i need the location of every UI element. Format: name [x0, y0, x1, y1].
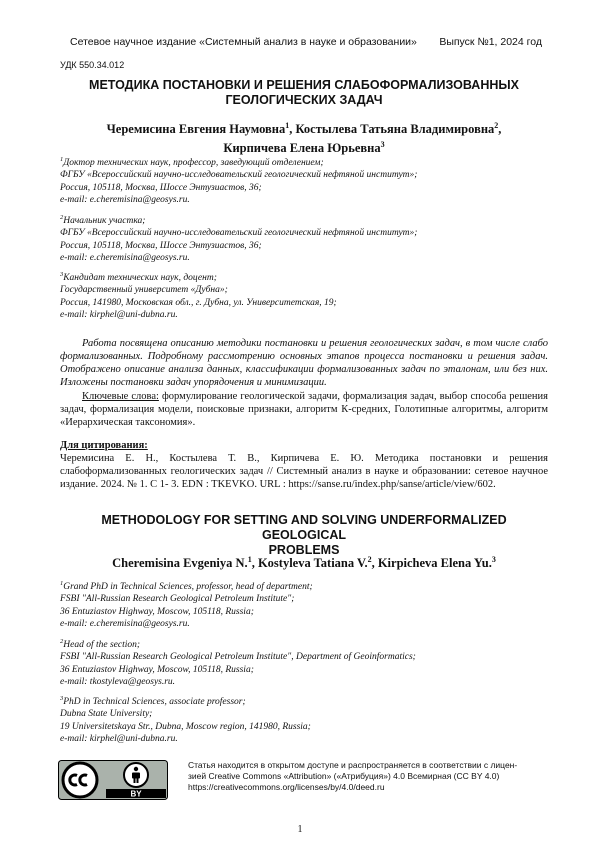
affiliation-line: e-mail: kirphel@uni-dubna.ru. [60, 309, 548, 321]
affiliation-sup: 2 [60, 638, 63, 645]
cc-logo-icon [63, 763, 97, 797]
ru-authors: Черемисина Евгения Наумовна1, Костылева Татьяна Владимировна2, Кирпичева Елена Юрьевна3 [60, 118, 548, 156]
en-authors: Cheremisina Evgeniya N.1, Kostyleva Tatiana V.2, Kirpicheva Elena Yu.3 [60, 552, 548, 571]
author-name: Kostyleva Tatiana V. [258, 556, 368, 570]
affiliation-line: e-mail: e.cheremisina@geosys.ru. [60, 194, 548, 206]
affiliation-sup: 2 [60, 214, 63, 221]
affiliation-line: Dubna State University; [60, 708, 548, 720]
author-name: Костылева Татьяна Владимировна [295, 122, 494, 136]
journal-header: Сетевое научное издание «Системный анализ в науке и образовании» [70, 36, 417, 48]
ru-affiliation-2 [60, 212, 548, 264]
cc-by-license-badge[interactable] [58, 760, 168, 800]
affiliation-sup: 3 [60, 271, 63, 278]
affiliation-line: PhD in Technical Sciences, associate professor; [63, 697, 245, 707]
keywords [60, 390, 548, 429]
license-text [188, 760, 548, 793]
author-sup: 3 [492, 555, 496, 564]
issue-header: Выпуск №1, 2024 год [439, 36, 542, 48]
affiliation-line: Начальник участка; [63, 216, 145, 226]
citation-text: Черемисина Е. Н., Костылева Т. В., Кирпичева Е. Ю. Методика постановки и решения слабоформализованных геологических задач // Системный анализ в науке и образовании: сетевое научное издание. 2024. № 1. С 1- 3. EDN : TKEVKO. URL : https://sanse.ru/index.php/sanse/article/view/602. [60, 452, 548, 491]
affiliation-line: Head of the section; [63, 640, 140, 650]
affiliation-line: Grand PhD in Technical Sciences, professor, head of department; [63, 582, 312, 592]
affiliation-line: 36 Entuziastov Highway, Moscow, 105118, Russia; [60, 606, 548, 618]
ru-title-line: МЕТОДИКА ПОСТАНОВКИ И РЕШЕНИЯ СЛАБОФОРМАЛИЗОВАННЫХ [60, 78, 548, 93]
affiliation-line: Государственный университет «Дубна»; [60, 284, 548, 296]
affiliation-line: e-mail: e.cheremisina@geosys.ru. [60, 618, 548, 630]
affiliation-line: 19 Universitetskaya Str., Dubna, Moscow region, 141980, Russia; [60, 721, 548, 733]
affiliation-line: Кандидат технических наук, доцент; [63, 273, 217, 283]
author-name: Кирпичева Елена Юрьевна [223, 141, 380, 155]
badge-by-label: BY [130, 790, 142, 799]
license-link[interactable]: https://creativecommons.org/licenses/by/4.0/deed.ru [188, 782, 548, 793]
en-title-line: PROBLEMS [60, 543, 548, 558]
affiliation-line: e-mail: kirphel@uni-dubna.ru. [60, 733, 548, 745]
en-affiliation-2 [60, 636, 548, 688]
en-affiliation-3 [60, 693, 548, 745]
page-number: 1 [0, 824, 600, 835]
author-name: Kirpicheva Elena Yu. [378, 556, 492, 570]
affiliation-line: 36 Entuziastov Highway, Moscow, 105118, Russia; [60, 664, 548, 676]
affiliation-line: Доктор технических наук, профессор, заведующий отделением; [63, 158, 323, 168]
en-affiliation-1 [60, 578, 548, 630]
affiliation-line: FSBI "All-Russian Research Geological Petroleum Institute"; [60, 593, 548, 605]
affiliation-sup: 3 [60, 695, 63, 702]
affiliation-line: Россия, 141980, Московская обл., г. Дубна, ул. Университетская, 19; [60, 297, 548, 309]
author-sup: 2 [494, 121, 498, 130]
affiliation-sup: 1 [60, 580, 63, 587]
affiliation-line: FSBI "All-Russian Research Geological Petroleum Institute", Department of Geoinformatics; [60, 651, 548, 663]
author-name: Черемисина Евгения Наумовна [107, 122, 286, 136]
author-sup: 1 [248, 555, 252, 564]
author-sup: 2 [368, 555, 372, 564]
license-line: Статья находится в открытом доступе и распространяется в соответствии с лицен- [188, 760, 548, 771]
affiliation-line: e-mail: e.cheremisina@geosys.ru. [60, 252, 548, 264]
ru-affiliation-1 [60, 154, 548, 206]
ru-affiliation-3 [60, 269, 548, 321]
affiliation-line: Россия, 105118, Москва, Шоссе Энтузиастов, 36; [60, 182, 548, 194]
license-line: зией Creative Commons «Attribution» («Атрибуция») 4.0 Всемирная (CC BY 4.0) [188, 771, 548, 782]
ru-title-line: ГЕОЛОГИЧЕСКИХ ЗАДАЧ [60, 93, 548, 108]
keywords-label: Ключевые слова: [82, 391, 159, 402]
author-sup: 3 [381, 140, 385, 149]
en-title-line: METHODOLOGY FOR SETTING AND SOLVING UNDERFORMALIZED GEOLOGICAL [60, 513, 548, 543]
affiliation-line: ФГБУ «Всероссийский научно-исследовательский геологический нефтяной институт»; [60, 227, 548, 239]
abstract: Работа посвящена описанию методики постановки и решения геологических задач, в том числе слабо формализованных. Подробному рассмотрению основных этапов процесса постановки и решения задач. Отображено описание анализа данных, классификации формализованных задач по эталонам, или без них. Изложены постановки задач упорядочения и минимизации. [60, 337, 548, 389]
affiliation-sup: 1 [60, 156, 63, 163]
author-name: Cheremisina Evgeniya N. [112, 556, 248, 570]
attribution-person-icon [124, 763, 148, 787]
ru-title [60, 78, 548, 108]
affiliation-line: Россия, 105118, Москва, Шоссе Энтузиастов, 36; [60, 240, 548, 252]
author-sup: 1 [285, 121, 289, 130]
keywords-text: формулирование геологической задачи, формализация задач, выбор способа решения задач, формализация модели, поисковые признаки, алгоритм К-средних, Голотипные алгоритмы, алгоритм «Иерархическая таксономия». [60, 391, 548, 428]
udk-code: УДК 550.34.012 [60, 60, 124, 70]
citation-label: Для цитирования: [60, 440, 148, 451]
affiliation-line: e-mail: tkostyleva@geosys.ru. [60, 676, 548, 688]
affiliation-line: ФГБУ «Всероссийский научно-исследовательский геологический нефтяной институт»; [60, 169, 548, 181]
